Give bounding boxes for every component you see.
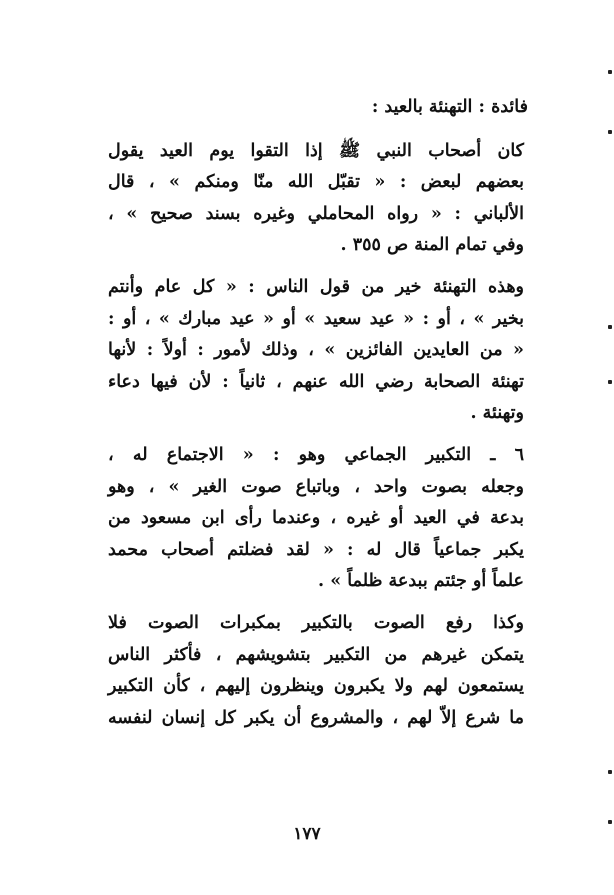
section-heading: فائدة : التهنئة بالعيد :	[371, 97, 528, 117]
text-line: بدعة في العيد أو غيره ، وعندما رأى ابن مسعود من	[108, 508, 524, 529]
scan-mark	[608, 820, 612, 824]
paragraph-greeting	[108, 136, 544, 262]
text-line: يتمكن غيرهم من التكبير بتشويشهم ، فأكثر الناس	[108, 644, 524, 665]
scan-mark	[608, 325, 612, 329]
page-number: ١٧٧	[293, 824, 321, 844]
paragraph-collective-takbir	[108, 440, 544, 598]
text-line: كان أصحاب النبي ﷺ إذا التقوا يوم العيد يقول	[108, 140, 524, 161]
page-body	[108, 92, 544, 744]
text-line: تهنئة الصحابة رضي الله عنهم ، ثانياً : لأن فيها دعاء	[108, 371, 524, 392]
text-line: علماً أو جئتم ببدعة ظلماً » .	[318, 571, 524, 592]
paragraph-better-greeting	[108, 272, 544, 430]
text-line: بعضهم لبعض : « تقبّل الله منّا ومنكم » ، قال	[108, 172, 524, 193]
text-line: وهذه التهنئة خير من قول الناس : « كل عام وأنتم	[108, 276, 524, 297]
text-line: ٦ ـ التكبير الجماعي وهو : « الاجتماع له ،	[108, 444, 524, 465]
scan-mark	[608, 130, 612, 134]
text-line: يستمعون لهم ولا يكبرون وينظرون إليهم ، كأن التكبير	[108, 676, 524, 697]
text-line: الألباني : « رواه المحاملي وغيره بسند صحيح » ،	[108, 203, 524, 224]
scan-mark	[608, 380, 612, 384]
text-line: يكبر جماعياً قال له : « لقد فضلتم أصحاب محمد	[108, 539, 524, 560]
paragraph-loudspeakers	[108, 608, 544, 734]
text-line: بخير » ، أو : « عيد سعيد » أو « عيد مبارك » ، أو :	[108, 308, 524, 329]
scan-mark	[608, 70, 612, 74]
text-line: وجعله بصوت واحد ، وباتباع صوت الغير » ، وهو	[108, 476, 524, 497]
text-line: وكذا رفع الصوت بالتكبير بمكبرات الصوت فلا	[108, 612, 524, 633]
scan-mark	[608, 770, 612, 774]
text-line: « من العايدين الفائزين » ، وذلك لأمور : أولاً : لأنها	[108, 340, 524, 361]
text-line: وفي تمام المنة ص ٣٥٥ .	[340, 235, 524, 256]
text-line: ما شرع إلاّ لهم ، والمشروع أن يكبر كل إنسان لنفسه	[108, 707, 524, 728]
text-line: وتهنئة .	[470, 403, 524, 424]
